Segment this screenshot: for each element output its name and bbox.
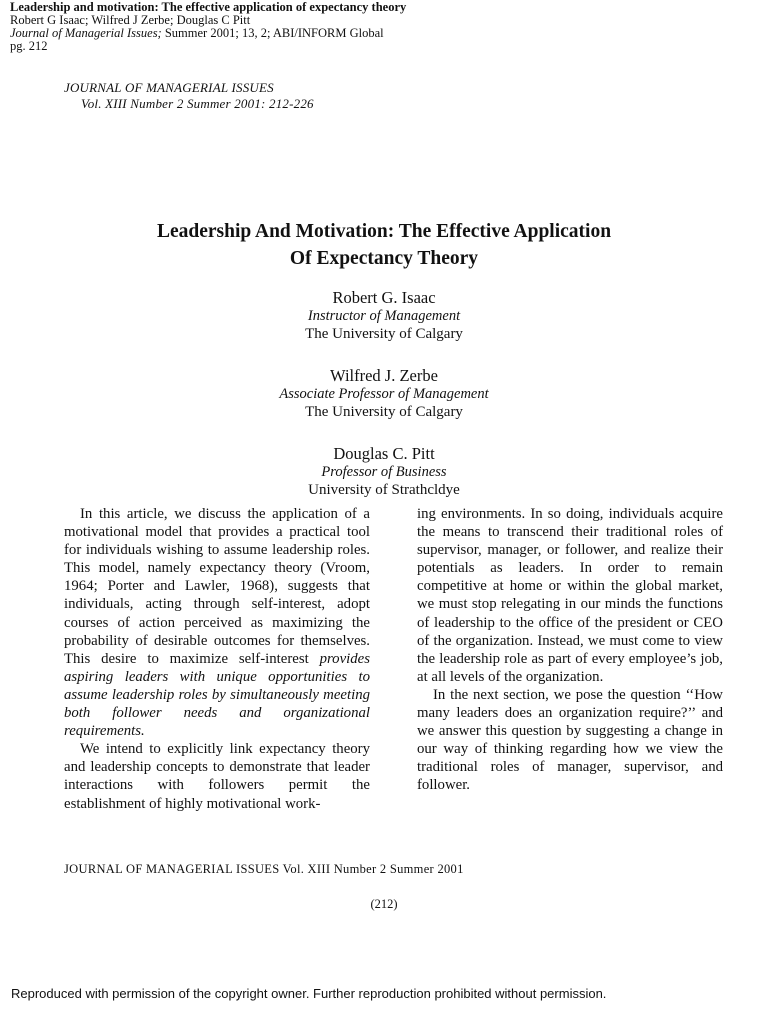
header-source-journal: Journal of Managerial Issues; [10,26,162,40]
header-title: Leadership and motivation: The effective application of expectancy theory [10,0,407,14]
header-source-details: Summer 2001; 13, 2; ABI/INFORM Global [161,26,384,40]
header-source [10,27,750,40]
author-block [0,367,768,421]
page-number: (212) [370,897,398,911]
author-affiliation: The University of Calgary [305,326,463,342]
article-title-line-1: Leadership And Motivation: The Effective Application [156,221,612,242]
body-paragraph: We intend to explicitly link expectancy theory and leadership concepts to demonstrate that leader interactions with followers permit the establishment of highly motivational work- [64,741,370,812]
author-name: Robert G. Isaac [332,288,436,307]
journal-footer: JOURNAL OF MANAGERIAL ISSUES Vol. XIII Number 2 Summer 2001 [64,862,464,876]
author-name: Wilfred J. Zerbe [330,366,438,385]
journal-running-head [64,80,314,112]
body-paragraph: In the next section, we pose the question ‘‘How many leaders does an organization require?’’ and we answer this question by suggesting a change in our way of thinking regarding how we view the traditional roles of manager, supervisor, and follower. [417,686,723,794]
author-block [0,445,768,499]
author-affiliation: University of Strathcldye [308,482,460,498]
article-title-line-2: Of Expectancy Theory [289,248,479,269]
copyright-notice: Reproduced with permission of the copyright owner. Further reproduction prohibited without permission. [11,986,607,1001]
author-affiliation: The University of Calgary [305,404,463,420]
body-text: In this article, we discuss the application of a motivational model that provides a practical tool for individuals wishing to assume leadership roles. This model, namely expectancy theory (Vroom, 1964; Porter and Lawler, 1968), suggests that individuals, acting through self-interest, adopt courses of action perceived as maximizing the probability of desirable outcomes for themselves. This desire to maximize self-interest [64,506,370,667]
article-title [40,218,728,272]
author-role: Instructor of Management [307,308,461,324]
body-column-left [64,505,370,813]
body-column-right [417,505,723,795]
author-block [0,289,768,343]
journal-volume: Vol. XIII Number 2 Summer 2001: 212-226 [81,96,314,111]
body-paragraph: ing environments. In so doing, individuals acquire the means to transcend their traditional roles of supervisor, manager, or follower, and realize their potentials as leaders. In order to remain competitive at home or within the global market, we must stop relegating in our minds the functions of leadership to the office of the president or CEO of the organization. Instead, we must come to view the leadership role as part of every employee’s job, at all levels of the organization. [417,506,723,685]
author-role: Associate Professor of Management [279,386,489,402]
body-emphasis: provides aspiring leaders with unique opportunities to assume leadership roles by simultaneously meeting both follower needs and organizational requirements. [64,650,370,740]
document-header [10,1,750,53]
header-authors: Robert G Isaac; Wilfred J Zerbe; Douglas C Pitt [10,13,251,27]
journal-name: JOURNAL OF MANAGERIAL ISSUES [64,80,274,95]
author-role: Professor of Business [321,464,447,480]
header-page: pg. 212 [10,39,48,53]
body-paragraph [64,505,370,740]
author-name: Douglas C. Pitt [333,444,435,463]
